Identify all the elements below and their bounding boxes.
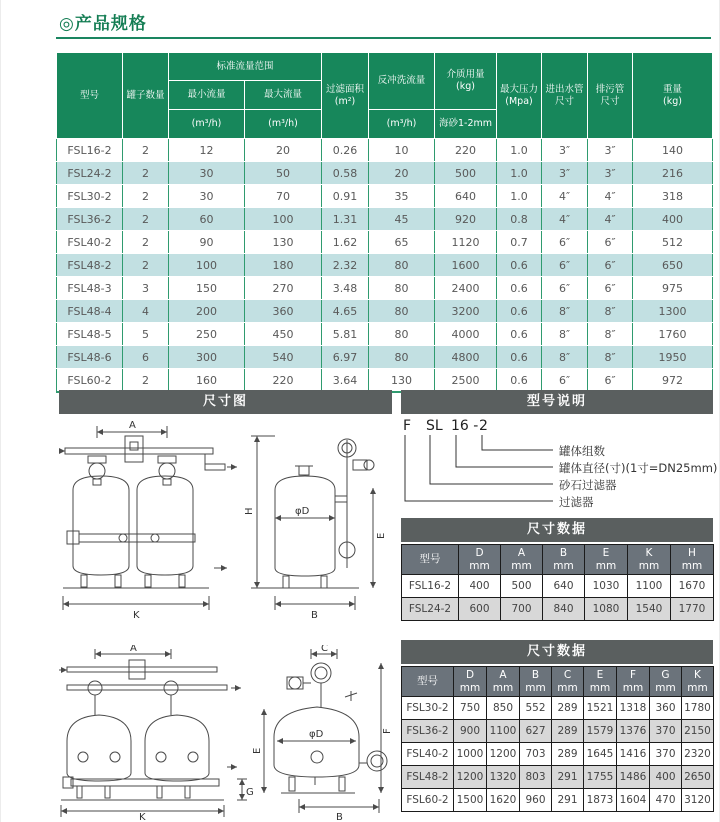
table-cell: 1540: [628, 598, 671, 621]
table-cell: 216: [633, 162, 713, 185]
table-cell: FSL36-2: [57, 208, 123, 231]
dim-label-h: H: [244, 507, 255, 515]
column-header: B mm: [543, 545, 585, 575]
table-cell: 640: [543, 575, 585, 598]
dim-table2-block: [401, 640, 713, 812]
table-cell: 450: [245, 323, 322, 346]
table-cell: 0.6: [497, 323, 542, 346]
table-cell: 0.6: [497, 300, 542, 323]
header-line: 介质用量: [446, 69, 485, 81]
column-header: K mm: [628, 545, 671, 575]
table-cell: FSL48-5: [57, 323, 123, 346]
table-cell: 20: [245, 139, 322, 162]
table-cell: 1670: [671, 575, 714, 598]
header-line: 过滤面积: [326, 83, 365, 95]
dim-table1-block: [401, 518, 713, 621]
header-line: 进出水管: [545, 83, 584, 95]
table-cell: 370: [650, 743, 682, 766]
table-row: [57, 254, 713, 277]
table-cell: 3″: [542, 162, 588, 185]
table-cell: 3″: [542, 139, 588, 162]
table-cell: 1320: [487, 766, 520, 789]
table-cell: 50: [245, 162, 322, 185]
table-cell: FSL60-2: [402, 789, 454, 812]
table-cell: 35: [369, 185, 435, 208]
table-cell: 2320: [682, 743, 714, 766]
table-cell: 1645: [584, 743, 617, 766]
table-cell: 3120: [682, 789, 714, 812]
table-cell: 972: [633, 369, 713, 393]
table-cell: 2: [123, 231, 169, 254]
col-header-flow-range: 标准流量范围: [169, 53, 322, 81]
table-cell: 1521: [584, 697, 617, 720]
table-cell: 3.48: [322, 277, 369, 300]
column-header: D mm: [454, 667, 487, 697]
table-cell: 140: [633, 139, 713, 162]
table-cell: 270: [245, 277, 322, 300]
table-cell: 1950: [633, 346, 713, 369]
column-header: E mm: [584, 667, 617, 697]
dim-label-k: K: [133, 610, 140, 621]
title-divider: [56, 37, 711, 39]
table-cell: 1770: [671, 598, 714, 621]
table-cell: 180: [245, 254, 322, 277]
dim-label-c: C: [321, 645, 328, 654]
table-cell: 100: [169, 254, 245, 277]
table-cell: 65: [369, 231, 435, 254]
table-cell: 6.97: [322, 346, 369, 369]
table-cell: 400: [633, 208, 713, 231]
table-cell: 1760: [633, 323, 713, 346]
header-line: 尺寸: [600, 95, 620, 107]
table-cell: 360: [650, 697, 682, 720]
table-cell: 512: [633, 231, 713, 254]
table-cell: 400: [459, 575, 501, 598]
table-cell: 0.7: [497, 231, 542, 254]
table-cell: 1604: [617, 789, 650, 812]
table-row: [402, 697, 714, 720]
table-cell: FSL30-2: [402, 697, 454, 720]
table-cell: 975: [633, 277, 713, 300]
table-cell: 291: [552, 789, 584, 812]
table-cell: 0.58: [322, 162, 369, 185]
table-cell: 4″: [588, 208, 633, 231]
table-cell: 540: [245, 346, 322, 369]
table-cell: FSL16-2: [57, 139, 123, 162]
table-cell: 1.62: [322, 231, 369, 254]
table-cell: 2: [123, 162, 169, 185]
table-cell: 6: [123, 346, 169, 369]
table-cell: 2150: [682, 720, 714, 743]
table-cell: 12: [169, 139, 245, 162]
table-cell: 2400: [435, 277, 497, 300]
table-row: [57, 277, 713, 300]
model-explain-diagram: [401, 416, 718, 516]
dim-label-e: E: [376, 532, 387, 539]
dim-label-a: A: [129, 420, 136, 431]
column-header: H mm: [671, 545, 714, 575]
table-cell: 627: [520, 720, 552, 743]
table-cell: 2: [123, 254, 169, 277]
table-cell: 370: [650, 720, 682, 743]
table-row: [57, 231, 713, 254]
table-cell: 1120: [435, 231, 497, 254]
table-cell: 1080: [585, 598, 628, 621]
table-cell: 803: [520, 766, 552, 789]
col-header-backwash: 反冲洗流量: [369, 53, 435, 110]
spec-table-wrap: [56, 52, 712, 393]
table-cell: 30: [169, 185, 245, 208]
dim-label-f: F: [382, 728, 393, 734]
table-cell: 289: [552, 743, 584, 766]
table-cell: 1200: [454, 766, 487, 789]
table-cell: 1.0: [497, 185, 542, 208]
col-header-model: 型号: [57, 53, 123, 139]
table-cell: FSL24-2: [402, 598, 459, 621]
col-unit-media: 海砂1-2mm: [435, 110, 497, 139]
table-cell: 70: [245, 185, 322, 208]
table-row: [57, 162, 713, 185]
table-row: [402, 598, 714, 621]
table-cell: FSL48-3: [57, 277, 123, 300]
table-cell: 6″: [542, 254, 588, 277]
table-cell: 4.65: [322, 300, 369, 323]
table-cell: 80: [369, 254, 435, 277]
header-line: (kg): [456, 81, 475, 92]
table-cell: 80: [369, 346, 435, 369]
table-cell: 300: [169, 346, 245, 369]
product-spec-table: [56, 52, 713, 393]
table-cell: 30: [169, 162, 245, 185]
table-cell: 0.6: [497, 277, 542, 300]
table-cell: 289: [552, 720, 584, 743]
table-cell: 1.0: [497, 162, 542, 185]
table-cell: 0.6: [497, 254, 542, 277]
spec-table-body: [57, 139, 713, 393]
table-cell: 1416: [617, 743, 650, 766]
header-line: 尺寸: [555, 95, 575, 107]
table-row: [402, 789, 714, 812]
table-cell: 6″: [588, 277, 633, 300]
table-cell: 6″: [588, 231, 633, 254]
table-cell: 4: [123, 300, 169, 323]
table-cell: FSL48-2: [57, 254, 123, 277]
table-row: [402, 575, 714, 598]
table-cell: 80: [369, 277, 435, 300]
table-cell: 1.31: [322, 208, 369, 231]
table-cell: 6″: [542, 231, 588, 254]
dimension-drawing-header: 尺寸图: [59, 390, 392, 414]
table-cell: 8″: [588, 346, 633, 369]
table-cell: 4800: [435, 346, 497, 369]
table-cell: 220: [245, 369, 322, 393]
table-cell: FSL40-2: [57, 231, 123, 254]
table-cell: 1780: [682, 697, 714, 720]
table-cell: 0.26: [322, 139, 369, 162]
table-cell: 1100: [628, 575, 671, 598]
dim-table2-body: [402, 697, 714, 812]
table-cell: 4000: [435, 323, 497, 346]
table-cell: 250: [169, 323, 245, 346]
table-cell: 360: [245, 300, 322, 323]
table-cell: 1486: [617, 766, 650, 789]
table-cell: 6″: [542, 369, 588, 393]
table-cell: 700: [501, 598, 543, 621]
table-cell: 291: [552, 766, 584, 789]
table-cell: 600: [459, 598, 501, 621]
column-header: K mm: [682, 667, 714, 697]
table-cell: 1100: [487, 720, 520, 743]
table-row: [57, 300, 713, 323]
dimension-drawing-squat-tanks: [59, 645, 394, 822]
table-cell: 6″: [542, 277, 588, 300]
table-cell: 500: [435, 162, 497, 185]
table-cell: 289: [552, 697, 584, 720]
table-cell: 850: [487, 697, 520, 720]
header-line: (m²): [334, 95, 356, 107]
table-cell: 150: [169, 277, 245, 300]
table-cell: 1600: [435, 254, 497, 277]
table-cell: 1.0: [497, 139, 542, 162]
dim-label-d: φD: [295, 506, 310, 517]
column-header: B mm: [520, 667, 552, 697]
column-header: E mm: [585, 545, 628, 575]
table-cell: 90: [169, 231, 245, 254]
dim-label-d: φD: [309, 729, 324, 740]
table-row: [57, 369, 713, 393]
table-cell: 200: [169, 300, 245, 323]
table-row: [57, 185, 713, 208]
table-row: [57, 323, 713, 346]
model-code-sl: SL: [426, 418, 443, 434]
table-row: [402, 766, 714, 789]
table-cell: 45: [369, 208, 435, 231]
col-header-min-flow: 最小流量: [169, 81, 245, 110]
table-cell: 0.6: [497, 346, 542, 369]
table-row: [402, 720, 714, 743]
table-cell: FSL60-2: [57, 369, 123, 393]
table-cell: 160: [169, 369, 245, 393]
table-cell: 80: [369, 300, 435, 323]
table-cell: 4″: [588, 185, 633, 208]
model-code-f: F: [403, 418, 412, 434]
table-cell: 640: [435, 185, 497, 208]
table-cell: 3: [123, 277, 169, 300]
table-cell: 1200: [487, 743, 520, 766]
col-unit-min-flow: (m³/h): [169, 110, 245, 139]
table-cell: 900: [454, 720, 487, 743]
table-row: [57, 139, 713, 162]
col-header-filter-area: [322, 53, 369, 139]
table-cell: 2500: [435, 369, 497, 393]
table-cell: 960: [520, 789, 552, 812]
model-code-num: 16 -: [451, 418, 479, 434]
header-line: (Mpa): [505, 95, 533, 107]
table-cell: FSL48-2: [402, 766, 454, 789]
table-cell: 5.81: [322, 323, 369, 346]
table-cell: 500: [501, 575, 543, 598]
dim-label-k: K: [139, 812, 146, 821]
table-cell: 0.91: [322, 185, 369, 208]
table-cell: 0.6: [497, 369, 542, 393]
column-header: F mm: [617, 667, 650, 697]
model-label-filter: 过滤器: [559, 495, 594, 509]
header-line: 最大压力: [500, 83, 539, 95]
table-cell: 1300: [633, 300, 713, 323]
dim-table1: [401, 544, 714, 621]
header-line: 排污管: [595, 83, 625, 95]
column-header: C mm: [552, 667, 584, 697]
dim-table2-header-row: [402, 667, 714, 697]
table-cell: 920: [435, 208, 497, 231]
table-row: [57, 208, 713, 231]
table-cell: FSL24-2: [57, 162, 123, 185]
table-cell: 3200: [435, 300, 497, 323]
model-label-tank-count: 罐体组数: [559, 444, 605, 458]
col-header-media: [435, 53, 497, 110]
table-cell: 650: [633, 254, 713, 277]
table-cell: 2: [123, 369, 169, 393]
table-cell: 2650: [682, 766, 714, 789]
table-cell: 220: [435, 139, 497, 162]
table-cell: 5: [123, 323, 169, 346]
column-header: G mm: [650, 667, 682, 697]
table-cell: 8″: [588, 323, 633, 346]
table-cell: 20: [369, 162, 435, 185]
table-cell: 1376: [617, 720, 650, 743]
dim-label-e: E: [252, 747, 263, 754]
table-cell: 8″: [588, 300, 633, 323]
table-cell: 1318: [617, 697, 650, 720]
dim-label-b: B: [336, 812, 343, 821]
table-cell: 6″: [588, 369, 633, 393]
table-cell: 2: [123, 185, 169, 208]
dim-table2: [401, 666, 714, 812]
table-cell: 80: [369, 323, 435, 346]
dim-table1-title: 尺寸数据: [401, 518, 713, 542]
model-explain-header: 型号说明: [401, 390, 713, 414]
column-header: D mm: [459, 545, 501, 575]
table-row: [57, 346, 713, 369]
column-header: A mm: [487, 667, 520, 697]
col-header-pressure: [497, 53, 542, 139]
table-cell: FSL48-6: [57, 346, 123, 369]
table-cell: 8″: [542, 323, 588, 346]
table-cell: 2: [123, 208, 169, 231]
table-cell: 3″: [588, 139, 633, 162]
table-cell: 100: [245, 208, 322, 231]
model-label-sand-filter: 砂石过滤器: [559, 478, 617, 492]
table-cell: 703: [520, 743, 552, 766]
table-cell: 130: [245, 231, 322, 254]
table-cell: 1500: [454, 789, 487, 812]
table-cell: FSL36-2: [402, 720, 454, 743]
header-line: 重量: [663, 83, 683, 95]
col-header-inlet-pipe: [542, 53, 588, 139]
table-row: [402, 743, 714, 766]
table-cell: FSL16-2: [402, 575, 459, 598]
dim-table1-header-row: [402, 545, 714, 575]
table-cell: 552: [520, 697, 552, 720]
table-cell: 10: [369, 139, 435, 162]
table-cell: 3.64: [322, 369, 369, 393]
table-cell: 1873: [584, 789, 617, 812]
table-cell: 318: [633, 185, 713, 208]
table-cell: 1579: [584, 720, 617, 743]
table-cell: 4″: [542, 185, 588, 208]
table-cell: 1000: [454, 743, 487, 766]
table-cell: 4″: [542, 208, 588, 231]
page-title: ◎产品规格: [59, 14, 147, 34]
table-cell: 750: [454, 697, 487, 720]
table-cell: 60: [169, 208, 245, 231]
table-cell: FSL48-4: [57, 300, 123, 323]
dim-table1-body: [402, 575, 714, 621]
col-header-drain-pipe: [588, 53, 633, 139]
table-cell: 840: [543, 598, 585, 621]
column-header: A mm: [501, 545, 543, 575]
table-cell: 2: [123, 139, 169, 162]
table-cell: 6″: [588, 254, 633, 277]
dim-label-g: G: [246, 787, 254, 798]
col-header-weight: [633, 53, 713, 139]
col-unit-backwash: (m³/h): [369, 110, 435, 139]
dimension-drawing-vertical-tanks: [59, 418, 394, 642]
table-cell: 0.8: [497, 208, 542, 231]
col-unit-max-flow: (m³/h): [245, 110, 322, 139]
header-line: (kg): [663, 95, 682, 107]
model-code-count: 2: [479, 418, 488, 434]
table-cell: 3″: [588, 162, 633, 185]
table-cell: 130: [369, 369, 435, 393]
table-cell: 8″: [542, 300, 588, 323]
table-cell: 1620: [487, 789, 520, 812]
table-cell: 1030: [585, 575, 628, 598]
table-cell: 8″: [542, 346, 588, 369]
dim-table2-title: 尺寸数据: [401, 640, 713, 664]
dim-label-a: A: [130, 645, 137, 654]
table-cell: FSL30-2: [57, 185, 123, 208]
col-header-model: 型号: [402, 667, 454, 697]
model-label-tank-diameter: 罐体直径(寸)(1寸=DN25mm): [559, 461, 718, 475]
table-cell: 2.32: [322, 254, 369, 277]
table-cell: FSL40-2: [402, 743, 454, 766]
table-cell: 1755: [584, 766, 617, 789]
table-cell: 470: [650, 789, 682, 812]
col-header-tank-qty: 罐子数量: [123, 53, 169, 139]
col-header-model: 型号: [402, 545, 459, 575]
col-header-max-flow: 最大流量: [245, 81, 322, 110]
table-cell: 400: [650, 766, 682, 789]
dim-label-b: B: [311, 610, 318, 621]
